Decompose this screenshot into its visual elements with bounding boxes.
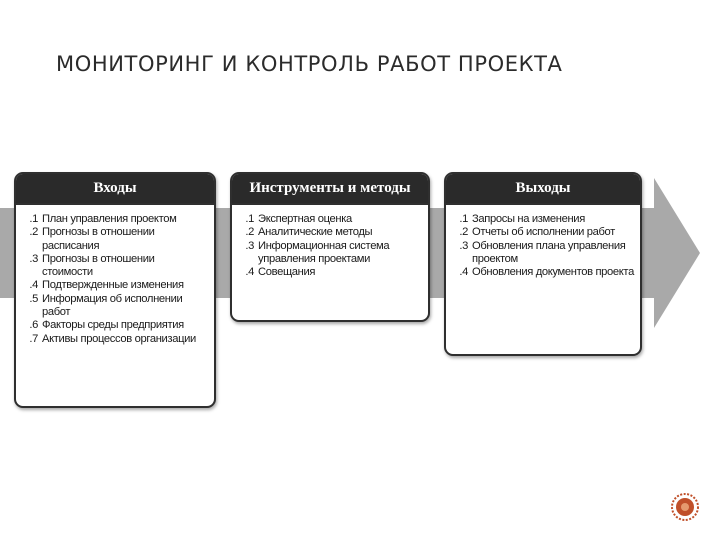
list-item [234, 213, 422, 226]
item-number: .5 [29, 292, 38, 305]
item-number: .2 [29, 226, 38, 239]
page-title: МОНИТОРИНГ И КОНТРОЛЬ РАБОТ ПРОЕКТА [56, 52, 563, 76]
list-item [18, 319, 208, 332]
item-text: Запросы на изменения [472, 213, 585, 225]
item-text: Факторы среды предприятия [42, 319, 184, 332]
list-item [18, 253, 208, 280]
item-text: Совещания [258, 266, 316, 279]
list-item [18, 333, 208, 346]
list-item [448, 240, 634, 267]
item-text: Информация об исполнении работ [42, 292, 183, 319]
inputs-list [16, 205, 214, 352]
item-number: .1 [245, 213, 254, 225]
item-text: План управления проектом [42, 213, 177, 225]
inputs-box [14, 172, 216, 408]
item-number: .2 [459, 226, 468, 239]
item-number: .3 [459, 239, 468, 252]
list-item [448, 266, 634, 279]
item-number: .3 [245, 239, 254, 252]
item-number: .2 [245, 226, 254, 239]
list-item [18, 293, 208, 320]
tools-list [232, 205, 428, 285]
list-item [18, 213, 208, 226]
list-item [448, 226, 634, 239]
list-item [234, 240, 422, 267]
item-text: Подтвержденные изменения [42, 279, 184, 292]
item-number: .3 [29, 252, 38, 265]
item-number: .1 [29, 213, 38, 225]
item-number: .6 [29, 319, 38, 332]
list-item [234, 226, 422, 239]
item-text: Информационная система управления проектами [258, 239, 390, 265]
item-number: .4 [459, 266, 468, 279]
inputs-header: Входы [16, 174, 214, 205]
item-text: Экспертная оценка [258, 213, 352, 225]
item-number: .4 [245, 266, 254, 279]
item-text: Аналитические методы [258, 226, 373, 239]
item-text: Прогнозы в отношении расписания [42, 226, 155, 252]
logo-icon [670, 492, 700, 522]
outputs-header: Выходы [446, 174, 640, 205]
tools-header: Инструменты и методы [232, 174, 428, 205]
list-item [18, 279, 208, 292]
list-item [18, 226, 208, 253]
item-text: Обновления плана управления проектом [472, 239, 626, 265]
list-item [234, 266, 422, 279]
item-number: .7 [29, 332, 38, 345]
item-text: Отчеты об исполнении работ [472, 226, 615, 239]
item-number: .1 [459, 213, 468, 225]
outputs-list [446, 205, 640, 285]
list-item [448, 213, 634, 226]
item-text: Прогнозы в отношении стоимости [42, 252, 155, 279]
item-text: Активы процессов организации [42, 332, 196, 345]
item-number: .4 [29, 279, 38, 292]
tools-box [230, 172, 430, 322]
outputs-box [444, 172, 642, 356]
item-text: Обновления документов проекта [472, 266, 634, 279]
